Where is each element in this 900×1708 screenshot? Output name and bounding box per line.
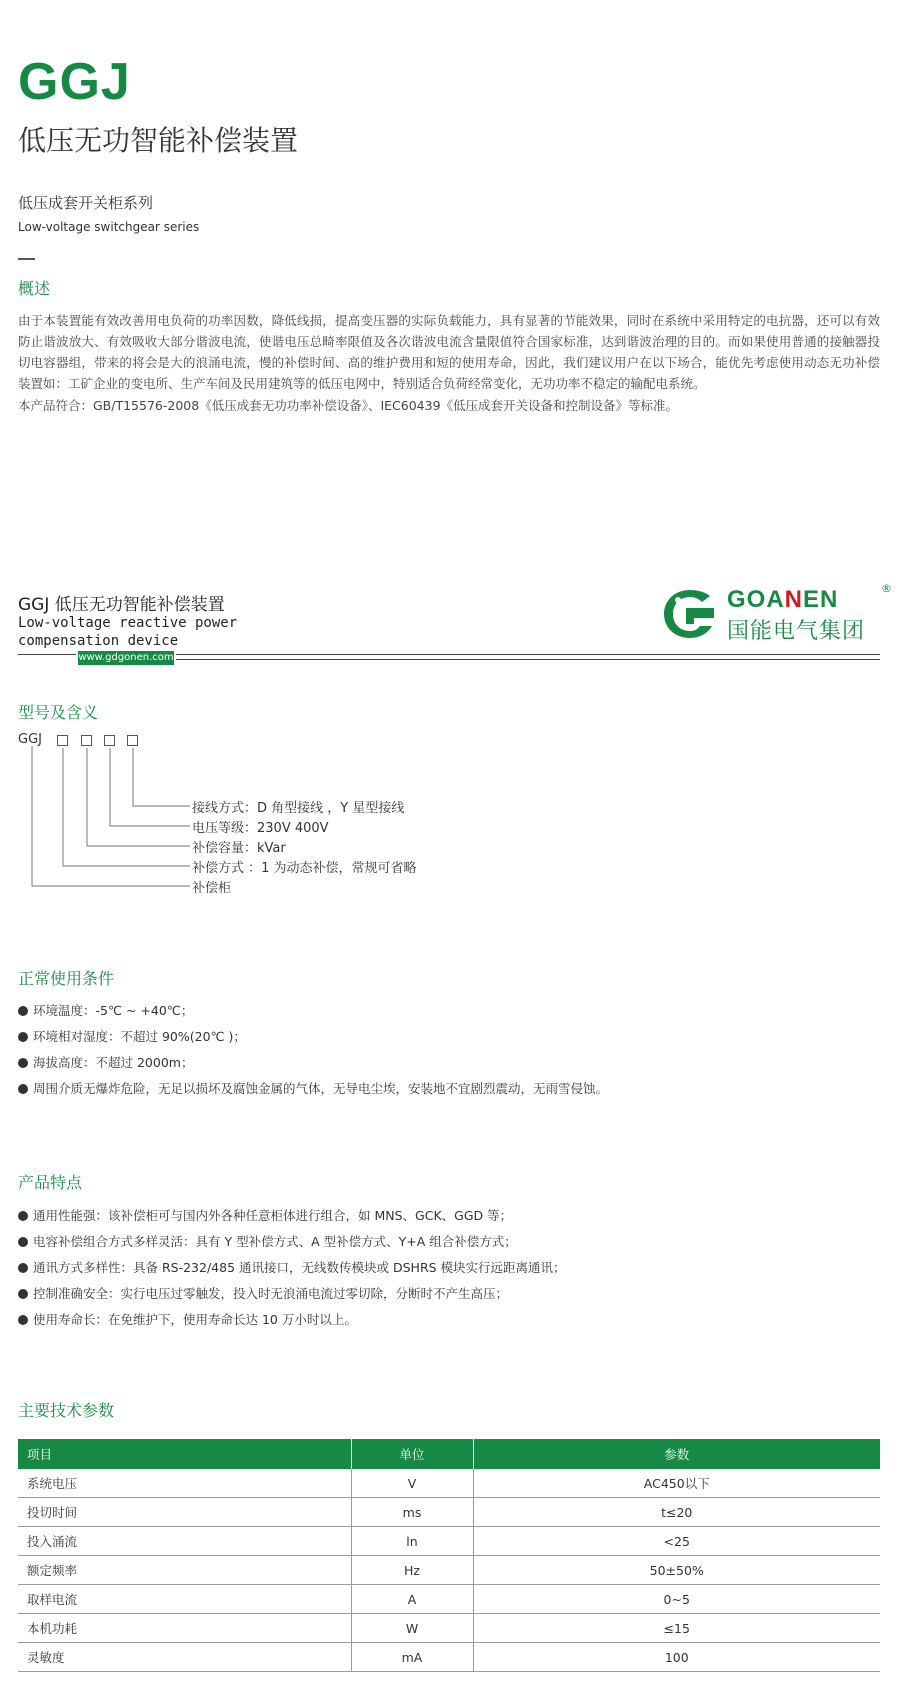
table-cell: A — [351, 1585, 473, 1614]
model-item-capacity: 补偿容量：kVar — [192, 841, 286, 856]
table-row — [18, 1556, 880, 1585]
list-item: 通讯方式多样性：具备 RS-232/485 通讯接口，无线数传模块或 DSHRS 模块实行远距离通讯； — [18, 1258, 566, 1276]
table-row — [18, 1614, 880, 1643]
table-cell: <25 — [473, 1527, 880, 1556]
series-title-en: Low-voltage switchgear series — [18, 220, 200, 234]
overview-heading: 概述 — [18, 279, 51, 298]
table-row — [18, 1585, 880, 1614]
table-cell: 100 — [473, 1643, 880, 1672]
banner-title-en-2: compensation device — [18, 633, 179, 649]
table-cell: 本机功耗 — [18, 1614, 351, 1643]
list-item: 海拔高度：不超过 2000m； — [18, 1053, 193, 1071]
list-item: 电容补偿组合方式多样灵活：具有 Y 型补偿方式、A 型补偿方式、Y+A 组合补偿方式； — [18, 1232, 517, 1250]
table-row — [18, 1527, 880, 1556]
table-cell: ms — [351, 1498, 473, 1527]
column-header-unit: 单位 — [351, 1439, 473, 1469]
overview-paragraph: 由于本装置能有效改善用电负荷的功率因数，降低线损，提高变压器的实际负载能力，具有显著的节能效果，同时在系统中采用特定的电抗器，还可以有效防止谐波放大、有效吸收大部分谐波电流，使谐电压总畸率限值及各次谐波电流含量限值符合国家标准，达到谐波治理的目的。而如果使用普通的接触器投切电容器组，带来的将会是大的浪涌电流，慢的补偿时间、高的维护费用和短的使用寿命，因此，我们建议用户在以下场合，能优先考虑使用动态无功补偿装置如：工矿企业的变电所、生产车间及民用建筑等的低压电网中，特别适合负荷经常变化，无功功率不稳定的输配电系统。 — [18, 313, 880, 391]
table-cell: 投切时间 — [18, 1498, 351, 1527]
table-cell: 系统电压 — [18, 1469, 351, 1498]
column-header-item: 项目 — [18, 1439, 351, 1469]
model-item-wiring: 接线方式：D 角型接线 ，Y 星型接线 — [192, 801, 405, 816]
table-cell: 50±50% — [473, 1556, 880, 1585]
column-header-value: 参数 — [473, 1439, 880, 1469]
model-code: GGJ — [18, 732, 42, 747]
table-row — [18, 1498, 880, 1527]
list-item: 使用寿命长：在免维护下，使用寿命长达 10 万小时以上。 — [18, 1310, 357, 1328]
table-cell: V — [351, 1469, 473, 1498]
company-logo-text: GOANEN — [727, 586, 839, 613]
model-item-voltage: 电压等级：230V 400V — [192, 821, 329, 836]
table-cell: 灵敏度 — [18, 1643, 351, 1672]
product-model: GGJ — [18, 53, 131, 111]
series-title-cn: 低压成套开关柜系列 — [18, 194, 154, 212]
model-meaning-heading: 型号及含义 — [18, 703, 99, 722]
company-name-cn: 国能电气集团 — [727, 619, 866, 644]
table-cell: 额定频率 — [18, 1556, 351, 1585]
model-item-cabinet: 补偿柜 — [192, 881, 232, 896]
table-cell: ≤15 — [473, 1614, 880, 1643]
table-row — [18, 1643, 880, 1672]
table-cell: AC450以下 — [473, 1469, 880, 1498]
list-item: 通用性能强：该补偿柜可与国内外各种任意柜体进行组合，如 MNS、GCK、GGD 等； — [18, 1206, 512, 1224]
website-badge[interactable]: www.gdgonen.com — [78, 652, 174, 663]
model-item-mode: 补偿方式 ：1 为动态补偿，常规可省略 — [192, 861, 417, 876]
banner-title-en-1: Low-voltage reactive power — [18, 615, 238, 631]
table-cell: mA — [351, 1643, 473, 1672]
table-cell: 取样电流 — [18, 1585, 351, 1614]
table-cell: t≤20 — [473, 1498, 880, 1527]
params-heading: 主要技术参数 — [18, 1401, 115, 1420]
table-cell: W — [351, 1614, 473, 1643]
list-item: 控制准确安全：实行电压过零触发，投入时无浪涌电流过零切除，分断时不产生高压； — [18, 1284, 508, 1302]
table-cell: ln — [351, 1527, 473, 1556]
list-item: 周围介质无爆炸危险，无足以损坏及腐蚀金属的气体，无导电尘埃，安装地不宜剧烈震动，无雨雪侵蚀。 — [18, 1079, 608, 1097]
standards-text: 本产品符合：GB/T15576-2008《低压成套无功功率补偿设备》、IEC60439《低压成套开关设备和控制设备》等标准。 — [18, 398, 679, 413]
table-cell: Hz — [351, 1556, 473, 1585]
page-title: 低压无功智能补偿装置 — [18, 124, 299, 157]
table-row — [18, 1469, 880, 1498]
conditions-heading: 正常使用条件 — [18, 969, 115, 988]
params-table — [18, 1439, 880, 1672]
features-heading: 产品特点 — [18, 1173, 83, 1192]
table-header-row — [18, 1439, 880, 1469]
list-item: 环境温度：-5℃ ~ +40℃； — [18, 1001, 193, 1019]
list-item: 环境相对湿度：不超过 90%(20℃ )； — [18, 1027, 246, 1045]
table-cell: 0~5 — [473, 1585, 880, 1614]
table-cell: 投入涌流 — [18, 1527, 351, 1556]
banner-title-cn: GGJ 低压无功智能补偿装置 — [18, 595, 225, 615]
registered-mark: ® — [881, 582, 892, 595]
